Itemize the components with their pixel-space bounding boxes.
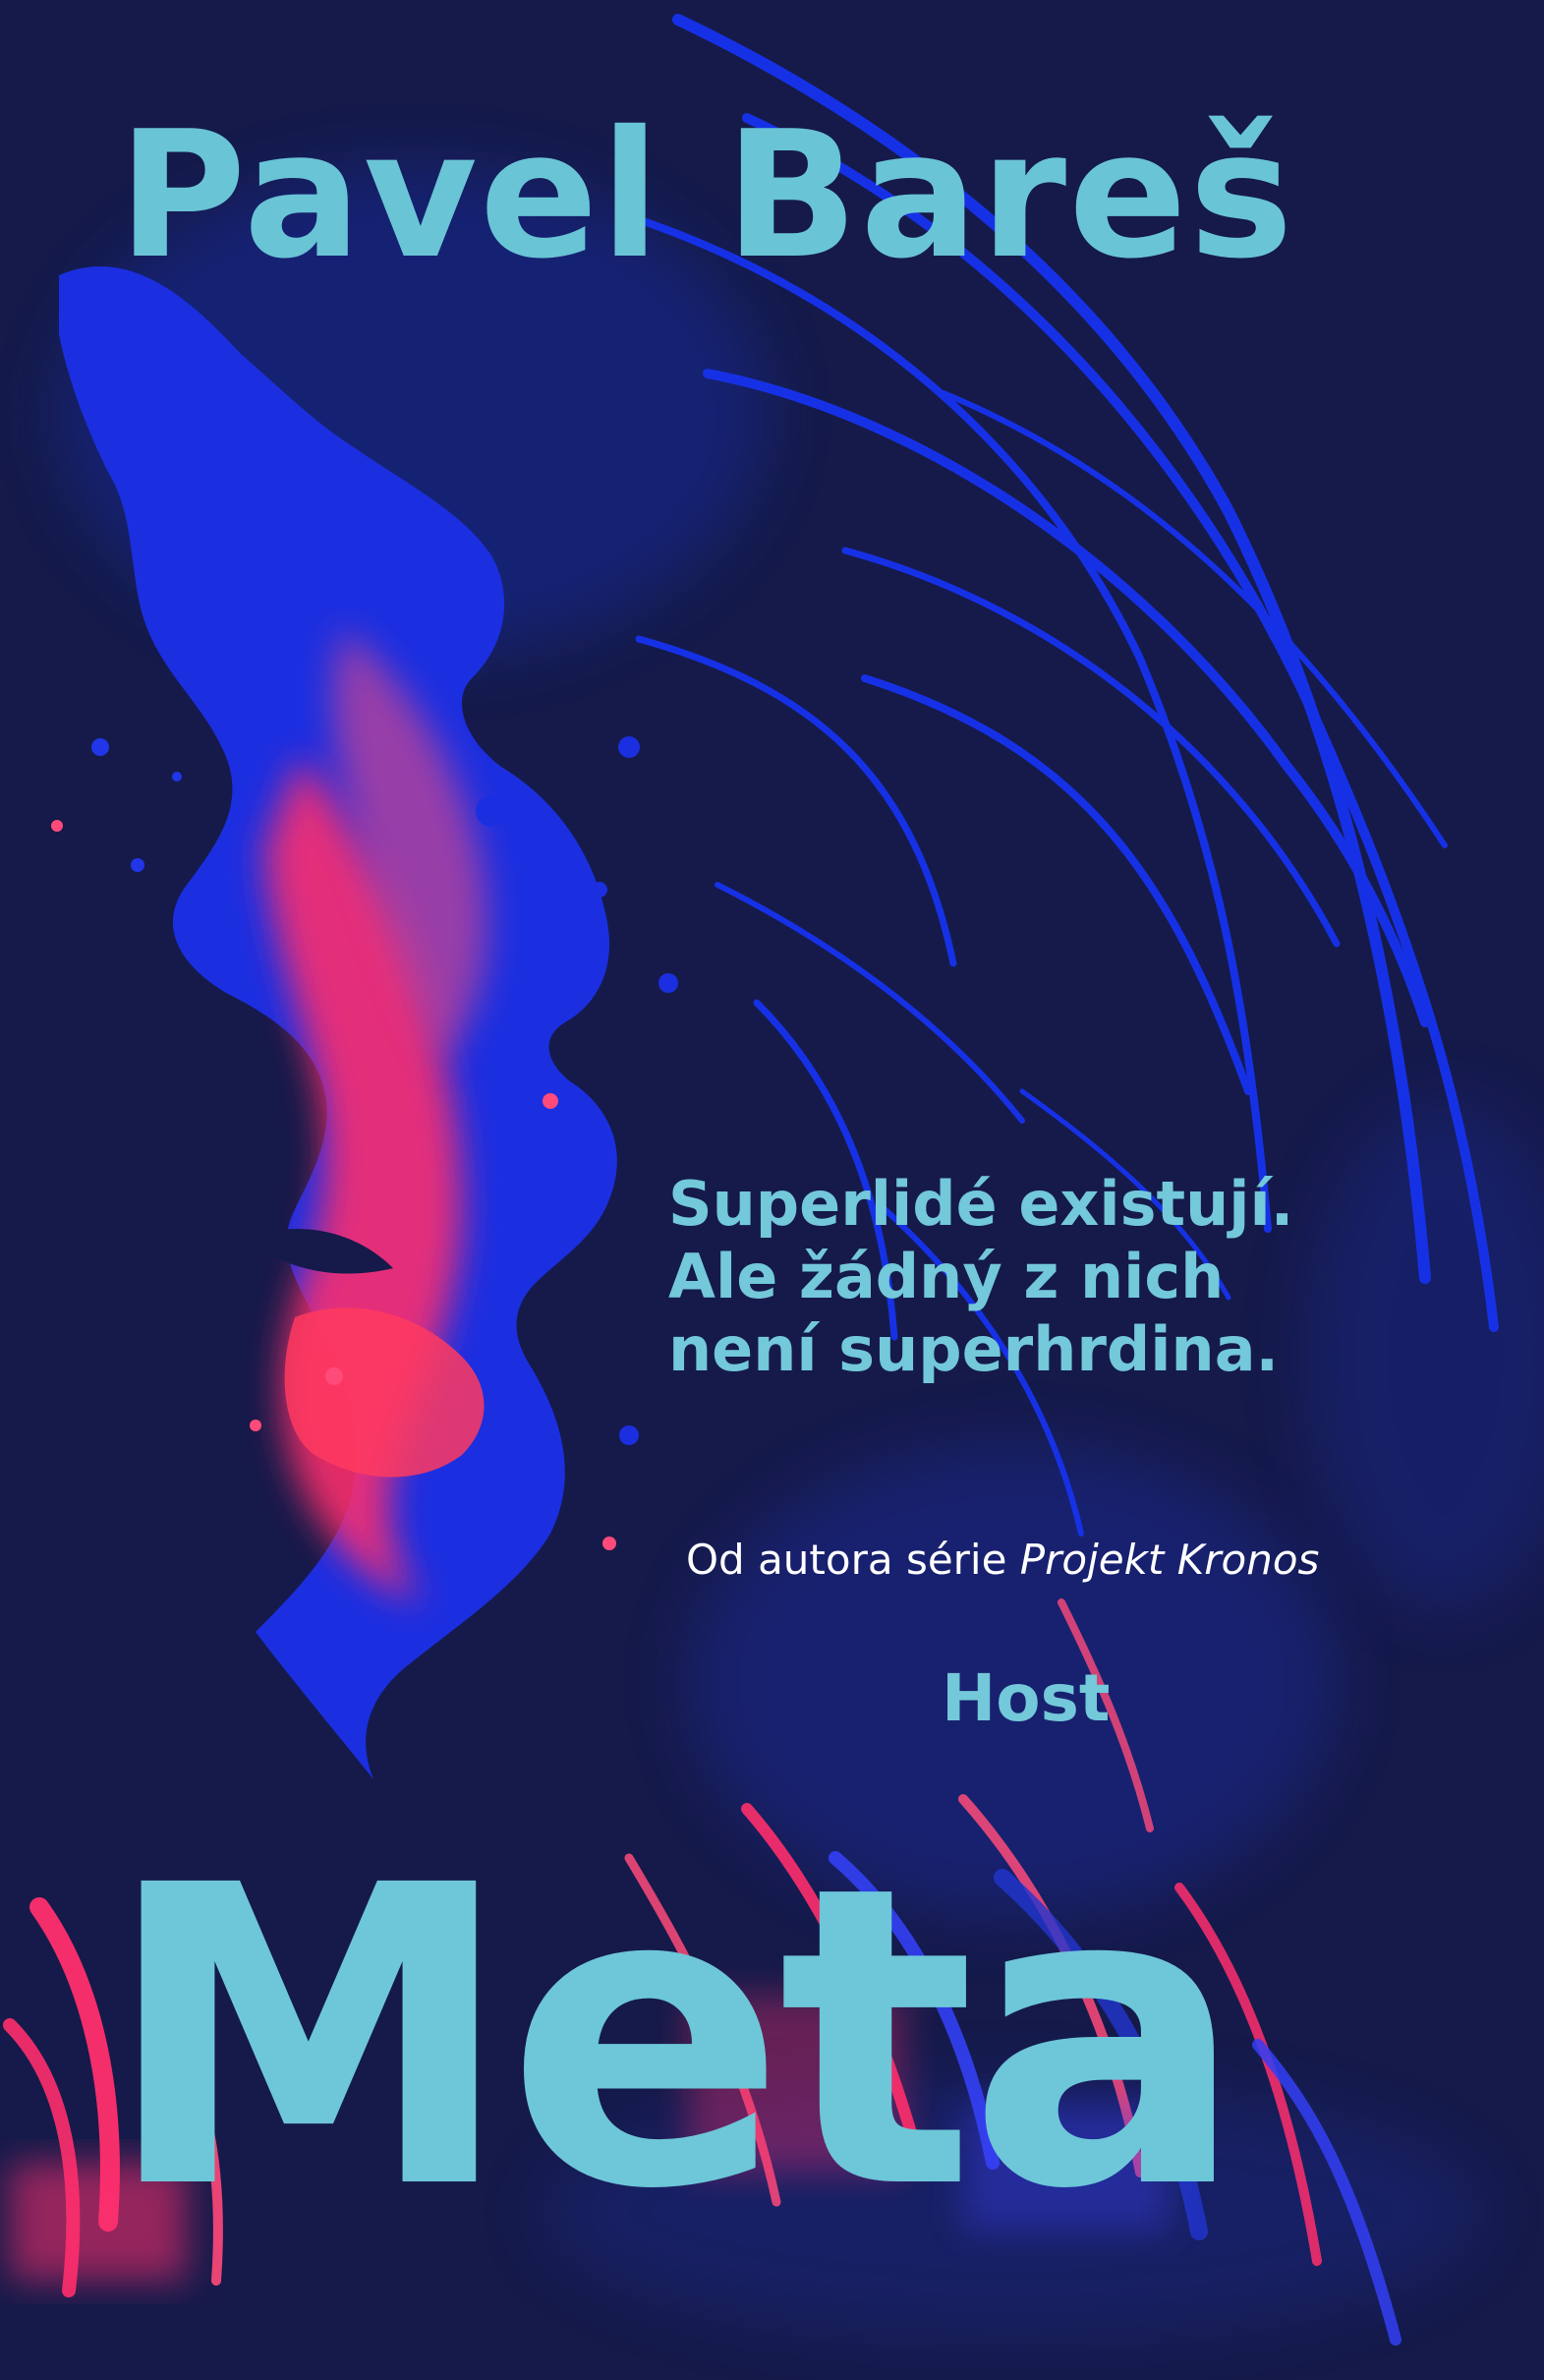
series-title: Projekt Kronos [1019, 1536, 1320, 1584]
speck [131, 858, 144, 872]
speck [618, 736, 640, 758]
speck [325, 1367, 343, 1385]
speck [619, 1425, 639, 1445]
author-name: Pavel Bareš [118, 93, 1295, 297]
publisher-name: Host [942, 1660, 1111, 1736]
speck [172, 772, 182, 782]
tagline-line: není superhrdina. [668, 1312, 1280, 1385]
speck [250, 1420, 261, 1431]
tagline-line: Ale žádný z nich [668, 1240, 1225, 1312]
speck [543, 1093, 558, 1109]
speck [51, 820, 63, 832]
tagline [668, 1168, 1415, 1385]
tagline-line: Superlidé existují. [668, 1168, 1294, 1240]
speck [658, 973, 678, 993]
series-prefix: Od autora série [686, 1536, 1020, 1584]
speck [602, 1537, 616, 1550]
speck [91, 738, 109, 756]
speck [476, 795, 507, 827]
book-title: Meta [103, 1799, 1238, 2280]
series-note [686, 1536, 1320, 1584]
speck [592, 882, 607, 898]
